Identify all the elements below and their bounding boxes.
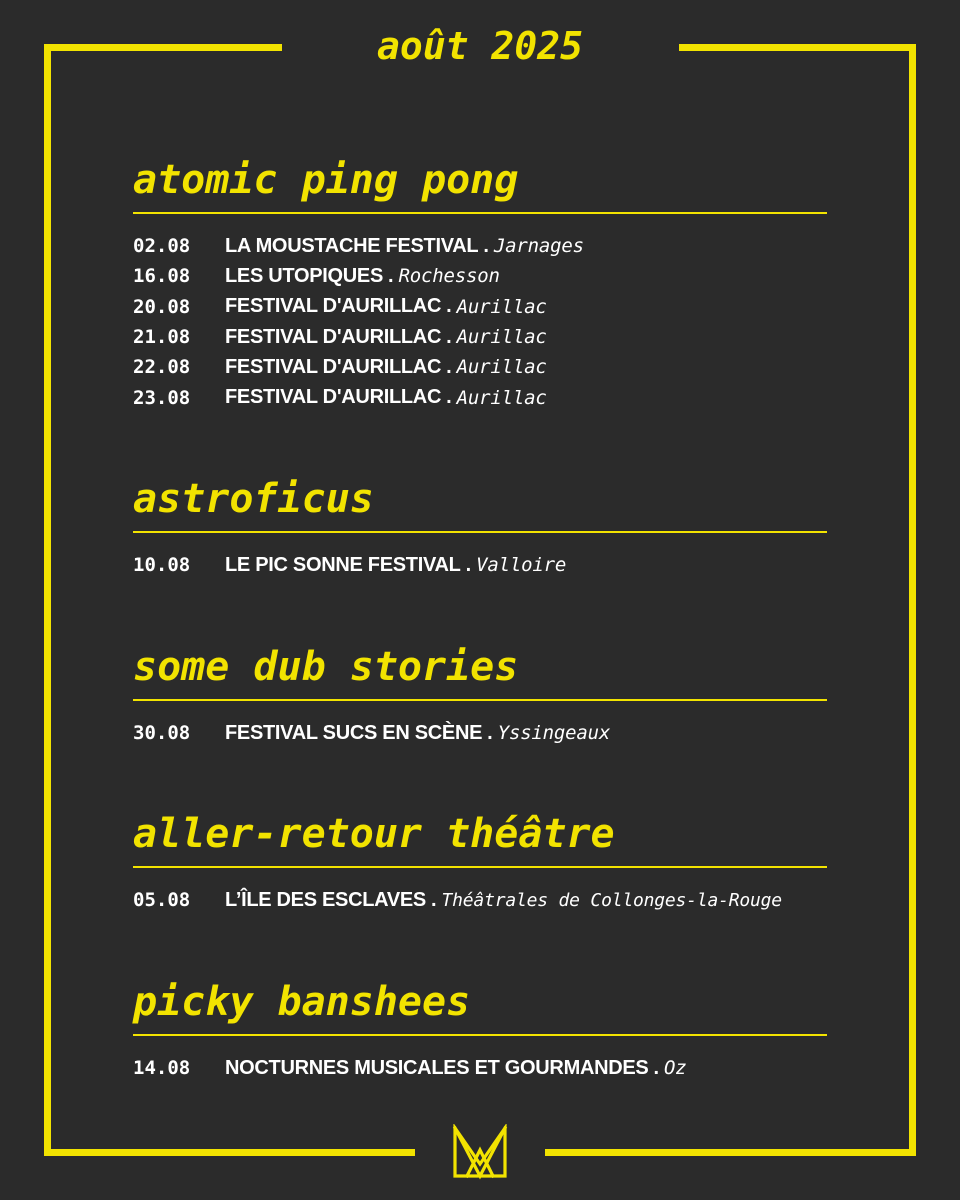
event-place: Rochesson <box>398 265 500 288</box>
section-divider <box>133 531 827 533</box>
event-separator: . <box>653 1056 660 1079</box>
event-row <box>133 261 827 291</box>
event-list <box>133 885 827 915</box>
event-name: FESTIVAL D'AURILLAC <box>225 325 442 348</box>
event-separator: . <box>487 721 493 744</box>
event-name: FESTIVAL D'AURILLAC <box>225 295 442 318</box>
month-title: août 2025 <box>377 24 583 68</box>
section-divider <box>133 212 827 214</box>
event-date: 02.08 <box>133 235 191 258</box>
frame-top-right <box>679 44 916 51</box>
event-place: Oz <box>664 1057 687 1080</box>
artist-name: astroficus <box>133 476 374 522</box>
event-date: 10.08 <box>133 554 191 577</box>
event-place: Aurillac <box>456 356 547 379</box>
event-place: Aurillac <box>456 386 547 409</box>
frame-bottom-right <box>545 1149 916 1156</box>
event-separator: . <box>388 264 394 287</box>
artist-name: aller-retour théâtre <box>133 811 615 857</box>
event-date: 14.08 <box>133 1057 191 1080</box>
event-separator: . <box>446 295 452 318</box>
event-row <box>133 550 827 580</box>
event-date: 20.08 <box>133 295 191 318</box>
artist-name: atomic ping pong <box>133 157 519 203</box>
event-name: LA MOUSTACHE FESTIVAL <box>225 234 479 257</box>
event-list <box>133 1053 827 1083</box>
event-row <box>133 382 827 412</box>
event-list <box>133 231 827 413</box>
frame-left <box>44 44 51 1156</box>
event-separator: . <box>465 553 472 576</box>
event-date: 21.08 <box>133 326 191 349</box>
artist-name: some dub stories <box>133 644 519 690</box>
event-separator: . <box>446 386 452 409</box>
event-separator: . <box>446 355 452 378</box>
event-name: FESTIVAL D'AURILLAC <box>225 355 442 378</box>
event-date: 22.08 <box>133 356 191 379</box>
frame-bottom-left <box>44 1149 415 1156</box>
section-divider <box>133 866 827 868</box>
artist-section-aller-retour-theatre <box>133 808 827 915</box>
event-row <box>133 1053 827 1083</box>
event-row <box>133 322 827 352</box>
event-name: L’ÎLE DES ESCLAVES <box>225 888 426 911</box>
event-row <box>133 885 827 915</box>
event-list <box>133 718 827 748</box>
event-place: Aurillac <box>456 295 547 318</box>
event-row <box>133 718 827 748</box>
section-divider <box>133 699 827 701</box>
event-separator: . <box>483 234 489 257</box>
section-divider <box>133 1034 827 1036</box>
event-name: LES UTOPIQUES <box>225 264 383 287</box>
frame-right <box>909 44 916 1156</box>
artist-section-some-dub-stories <box>133 641 827 748</box>
event-date: 05.08 <box>133 889 191 912</box>
artist-name: picky banshees <box>133 979 471 1025</box>
event-row <box>133 352 827 382</box>
event-name: LE PIC SONNE FESTIVAL <box>225 553 461 576</box>
event-date: 16.08 <box>133 265 191 288</box>
event-name: FESTIVAL SUCS EN SCÈNE <box>225 721 483 744</box>
event-place: Théâtrales de Collonges-la-Rouge <box>441 889 782 911</box>
event-name: NOCTURNES MUSICALES ET GOURMANDES <box>225 1056 649 1079</box>
event-date: 23.08 <box>133 386 191 409</box>
event-place: Valloire <box>476 554 567 577</box>
event-row <box>133 292 827 322</box>
frame-top-left <box>44 44 282 51</box>
artist-section-picky-banshees <box>133 976 827 1083</box>
event-list <box>133 550 827 580</box>
artist-section-astroficus <box>133 473 827 580</box>
event-separator: . <box>430 888 437 911</box>
artist-section-atomic-ping-pong <box>133 154 827 413</box>
event-row <box>133 231 827 261</box>
event-place: Aurillac <box>456 326 547 349</box>
event-name: FESTIVAL D'AURILLAC <box>225 386 442 409</box>
event-date: 30.08 <box>133 722 191 745</box>
crown-m-logo-icon <box>451 1124 509 1180</box>
event-place: Jarnages <box>493 235 584 258</box>
event-place: Yssingeaux <box>497 722 611 745</box>
event-separator: . <box>446 325 452 348</box>
